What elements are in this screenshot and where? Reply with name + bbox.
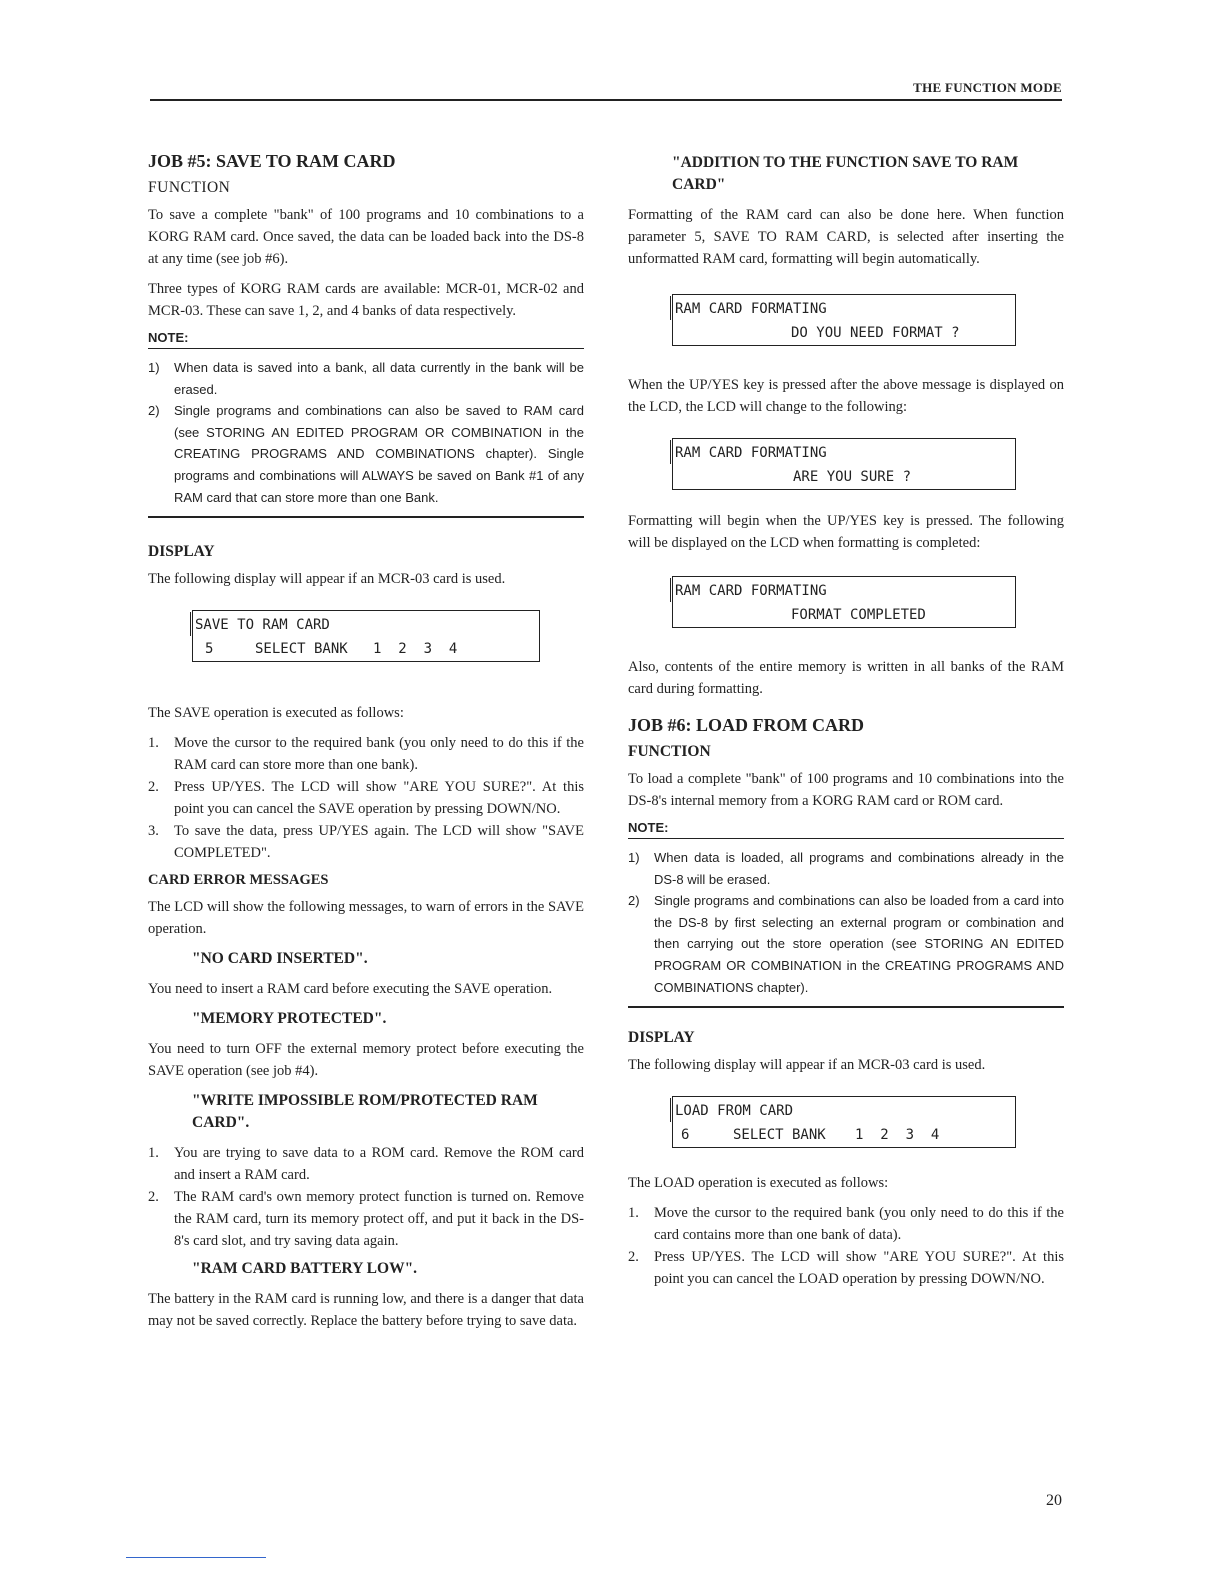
lcd-select-bank: SELECT BANK: [255, 641, 348, 658]
lcd-param-num: 5: [205, 641, 214, 658]
step-item: [148, 776, 584, 820]
job5-title: JOB #5: SAVE TO RAM CARD: [148, 151, 396, 171]
write-impossible-steps: [148, 1142, 584, 1252]
note-num: 2): [148, 403, 160, 419]
lcd-select-bank: SELECT BANK: [733, 1127, 826, 1144]
save-steps: [148, 732, 584, 864]
note-label: NOTE:: [628, 820, 1064, 839]
lcd-format-completed: [672, 576, 1016, 628]
note-item: [148, 400, 584, 508]
job6-text: To load a complete "bank" of 100 programs and 10 combinations into the DS-8's internal memory from a KORG RAM card or ROM card.: [628, 771, 1064, 809]
step-item: [148, 732, 584, 776]
after-lcd2-text: Formatting will begin when the UP/YES key is pressed. The following will be displayed on the LCD when formatting is completed:: [628, 513, 1064, 551]
display-text: The following display will appear if an MCR-03 card is used.: [148, 571, 506, 588]
lcd-cursor: [190, 612, 191, 636]
lcd-line1: SAVE TO RAM CARD: [195, 617, 330, 634]
memory-protected-heading: "MEMORY PROTECTED".: [192, 1010, 387, 1028]
no-card-heading: "NO CARD INSERTED".: [192, 950, 368, 968]
lcd-cursor: [670, 1098, 671, 1122]
page-header: [150, 80, 1062, 102]
lcd-line1: RAM CARD FORMATING: [675, 583, 827, 599]
note-text: Single programs and combinations can also be saved to RAM card (see STORING AN EDITED PROGRAM OR COMBINATION in the CREATING PROGRAMS AND COMBINATIONS chapter). Single programs and combinations will ALWAYS be saved on Bank #1 of any RAM card that can store more than one Bank.: [174, 403, 584, 505]
note-label: NOTE:: [148, 330, 584, 349]
step-text: Press UP/YES. The LCD will show "ARE YOU SURE?". At this point you can cancel the SAVE operation by pressing DOWN/NO.: [174, 779, 584, 818]
lcd-banks: 1 2 3 4: [855, 1127, 940, 1144]
step-num: 2.: [628, 1249, 639, 1266]
right-column: [628, 152, 1064, 1290]
display-text: The following display will appear if an MCR-03 card is used.: [628, 1057, 986, 1074]
lcd-cursor: [670, 296, 671, 320]
lcd-load-bank: [672, 1096, 1016, 1148]
note-num: 1): [628, 850, 640, 865]
step-num: 2.: [148, 779, 159, 796]
after-lcd3-text: Also, contents of the entire memory is written in all banks of the RAM card during formatting.: [628, 659, 1064, 697]
note-text: When data is saved into a bank, all data currently in the bank will be erased.: [174, 360, 584, 397]
addition-text: Formatting of the RAM card can also be done here. When function parameter 5, SAVE TO RAM CARD, is selected after inserting the unformatted RAM card, formatting will begin automatically.: [628, 207, 1064, 267]
job5-note: [148, 330, 584, 518]
lcd-format-sure: [672, 438, 1016, 490]
step-num: 1.: [148, 1145, 159, 1162]
step-text: The RAM card's own memory protect function is turned on. Remove the RAM card, turn its memory protect off, and put it back in the DS-8's card slot, and try saving data again.: [174, 1189, 584, 1250]
step-text: Press UP/YES. The LCD will show "ARE YOU SURE?". At this point you can cancel the LOAD operation by pressing DOWN/NO.: [654, 1249, 1064, 1288]
step-item: [628, 1202, 1064, 1246]
save-intro: The SAVE operation is executed as follows:: [148, 705, 404, 722]
step-num: 3.: [148, 823, 159, 840]
battery-low-text: The battery in the RAM card is running low, and there is a danger that data may not be saved correctly. Replace the battery before trying to save data.: [148, 1291, 584, 1330]
note-text: When data is loaded, all programs and combinations already in the DS-8 will be erased.: [654, 850, 1064, 887]
step-item: [148, 820, 584, 864]
note-text: Single programs and combinations can also be loaded from a card into the DS-8 by first selecting an external program or combination and then carrying out the store operation (see STORING AN EDITED PROGRAM OR COMBINATION in the CREATING PROGRAMS AND COMBINATIONS chapter).: [654, 893, 1064, 995]
job6-function-label: FUNCTION: [628, 743, 711, 760]
lcd-line2: ARE YOU SURE ?: [793, 469, 912, 485]
lcd-cursor: [670, 440, 671, 464]
job5-function-label: FUNCTION: [148, 179, 231, 196]
lcd-line1: RAM CARD FORMATING: [675, 301, 827, 317]
step-num: 1.: [148, 735, 159, 752]
load-intro: The LOAD operation is executed as follows:: [628, 1175, 889, 1192]
step-num: 1.: [628, 1205, 639, 1222]
card-errors-label: CARD ERROR MESSAGES: [148, 872, 329, 889]
card-errors-text: The LCD will show the following messages, to warn of errors in the SAVE operation.: [148, 899, 584, 938]
left-column: [148, 150, 584, 1340]
lcd-banks: 1 2 3 4: [373, 641, 458, 658]
lcd-cursor: [670, 578, 671, 602]
lcd-line2: FORMAT COMPLETED: [791, 607, 926, 623]
lcd-format-need: [672, 294, 1016, 346]
lcd-line1: LOAD FROM CARD: [675, 1103, 794, 1120]
step-text: Move the cursor to the required bank (you only need to do this if the RAM card can store more than one bank).: [174, 735, 584, 774]
step-num: 2.: [148, 1189, 159, 1206]
footer-rule: [126, 1557, 266, 1558]
header-title: THE FUNCTION MODE: [913, 80, 1062, 95]
job5-para2: Three types of KORG RAM cards are available: MCR-01, MCR-02 and MCR-03. These can save 1, 2, and 4 banks of data respectively.: [148, 281, 584, 319]
display-label: DISPLAY: [628, 1029, 695, 1047]
job6-title: JOB #6: LOAD FROM CARD: [628, 715, 864, 735]
header-rule: [150, 99, 1062, 101]
note-end-rule: [148, 516, 584, 518]
lcd-line2: DO YOU NEED FORMAT ?: [791, 325, 960, 341]
display-label: DISPLAY: [148, 543, 215, 561]
job5-para1: To save a complete "bank" of 100 programs and 10 combinations to a KORG RAM card. Once saved, the data can be loaded back into the DS-8 at any time (see job #6).: [148, 207, 584, 267]
write-impossible-heading: "WRITE IMPOSSIBLE ROM/PROTECTED RAM CARD".: [192, 1092, 538, 1132]
lcd-save-bank: [192, 610, 540, 662]
note-item: [628, 847, 1064, 890]
lcd-param-num: 6: [681, 1127, 690, 1144]
page-number: 20: [1046, 1492, 1062, 1509]
note-item: [148, 357, 584, 400]
addition-heading: "ADDITION TO THE FUNCTION SAVE TO RAM CARD": [672, 154, 1019, 193]
load-steps: [628, 1202, 1064, 1290]
step-text: Move the cursor to the required bank (you only need to do this if the card contains more than one bank of data).: [654, 1205, 1064, 1244]
job6-note: [628, 820, 1064, 1008]
note-num: 2): [628, 893, 640, 909]
note-end-rule: [628, 1006, 1064, 1008]
no-card-text: You need to insert a RAM card before executing the SAVE operation.: [148, 981, 553, 998]
step-text: You are trying to save data to a ROM card. Remove the ROM card and insert a RAM card.: [174, 1145, 584, 1184]
after-lcd1-text: When the UP/YES key is pressed after the above message is displayed on the LCD, the LCD will change to the following:: [628, 377, 1064, 415]
lcd-line1: RAM CARD FORMATING: [675, 445, 827, 461]
battery-low-heading: "RAM CARD BATTERY LOW".: [192, 1260, 418, 1278]
step-item: [148, 1142, 584, 1186]
note-item: [628, 890, 1064, 998]
step-text: To save the data, press UP/YES again. The LCD will show "SAVE COMPLETED".: [174, 823, 584, 862]
memory-protected-text: You need to turn OFF the external memory protect before executing the SAVE operation (see job #4).: [148, 1041, 584, 1080]
step-item: [628, 1246, 1064, 1290]
note-num: 1): [148, 360, 160, 375]
step-item: [148, 1186, 584, 1252]
